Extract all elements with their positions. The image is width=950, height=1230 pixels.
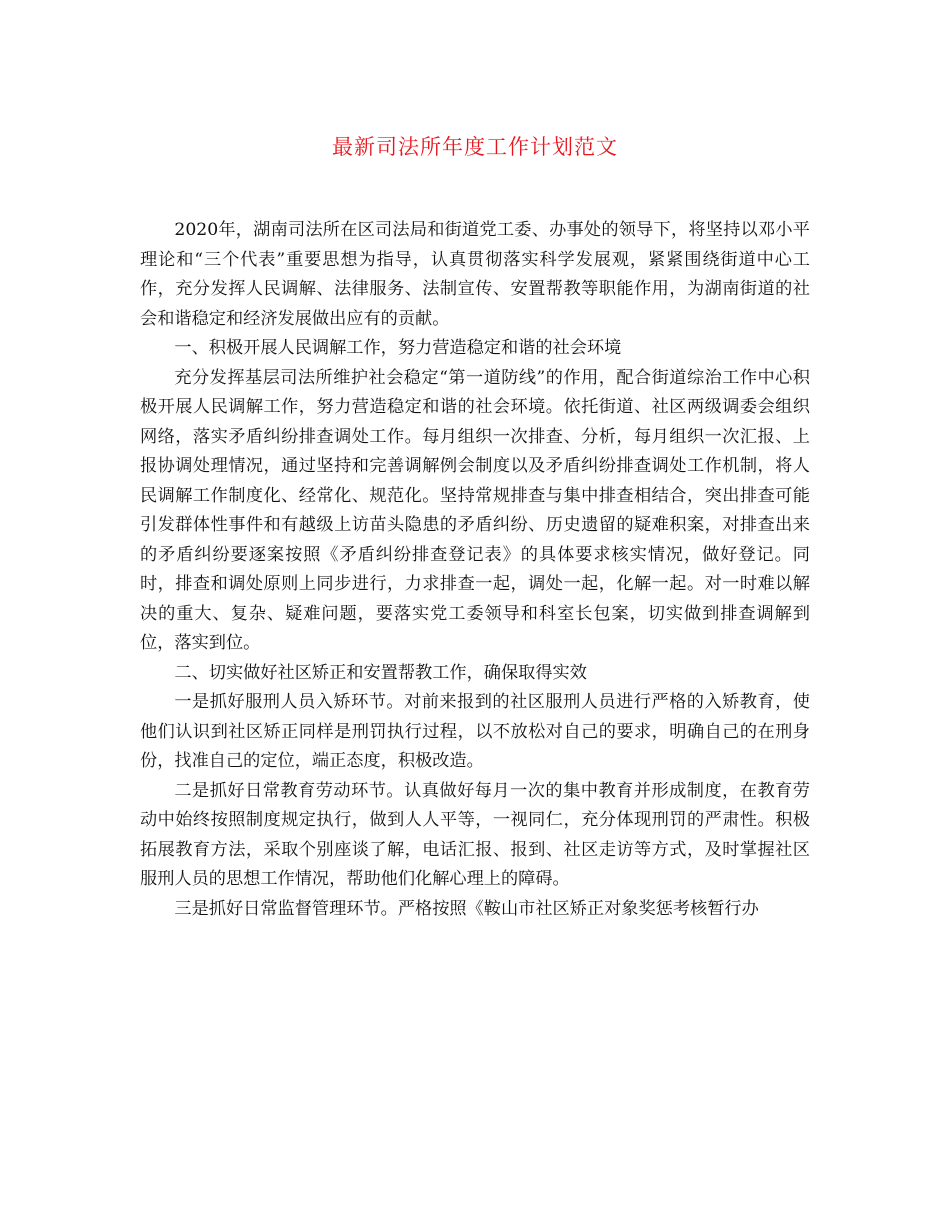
paragraph-intro: 2020年，湖南司法所在区司法局和街道党工委、办事处的领导下，将坚持以邓小平理论和“三个代表”重要思想为指导，认真贯彻落实科学发展观，紧紧围绕街道中心工作，充分发挥人民调解、法律服务、法制宣传、安置帮教等职能作用，为湖南街道的社会和谐稳定和经济发展做出应有的贡献。 — [140, 220, 810, 329]
paragraph-daily-supervision: 三是抓好日常监督管理环节。严格按照《鞍山市社区矫正对象奖惩考核暂行办 — [174, 898, 759, 919]
paragraph-entry-correction: 一是抓好服刑人员入矫环节。对前来报到的社区服刑人员进行严格的入矫教育，使他们认识到社区矫正同样是刑罚执行过程，以不放松对自己的要求，明确自己的在刑身份，找准自己的定位，端正态度，积极改造。 — [140, 692, 810, 771]
document-title: 最新司法所年度工作计划范文 — [332, 135, 618, 159]
section-heading-2: 二、切实做好社区矫正和安置帮教工作，确保取得实效 — [174, 662, 587, 683]
paragraph-mediation: 充分发挥基层司法所维护社会稳定“第一道防线”的作用，配合街道综治工作中心积极开展人民调解工作，努力营造稳定和谐的社会环境。依托街道、社区两级调委会组织网络，落实矛盾纠纷排查调处工作。每月组织一次排查、分析，每月组织一次汇报、上报协调处理情况，通过坚持和完善调解例会制度以及矛盾纠纷排查调处工作机制，将人民调解工作制度化、经常化、规范化。坚持常规排查与集中排查相结合，突出排查可能引发群体性事件和有越级上访苗头隐患的矛盾纠纷、历史遗留的疑难积案，对排查出来的矛盾纠纷要逐案按照《矛盾纠纷排查登记表》的具体要求核实情况，做好登记。同时，排查和调处原则上同步进行，力求排查一起，调处一起，化解一起。对一时难以解决的重大、复杂、疑难问题，要落实党工委领导和科室长包案，切实做到排查调解到位，落实到位。 — [140, 367, 810, 653]
section-heading-1: 一、积极开展人民调解工作，努力营造稳定和谐的社会环境 — [174, 338, 622, 358]
document-body — [140, 216, 810, 924]
paragraph-daily-education: 二是抓好日常教育劳动环节。认真做好每月一次的集中教育并形成制度，在教育劳动中始终按照制度规定执行，做到人人平等，一视同仁，充分体现刑罚的严肃性。积极拓展教育方法，采取个别座谈了解，电话汇报、报到、社区走访等方式，及时掌握社区服刑人员的思想工作情况，帮助他们化解心理上的障碍。 — [140, 780, 810, 889]
